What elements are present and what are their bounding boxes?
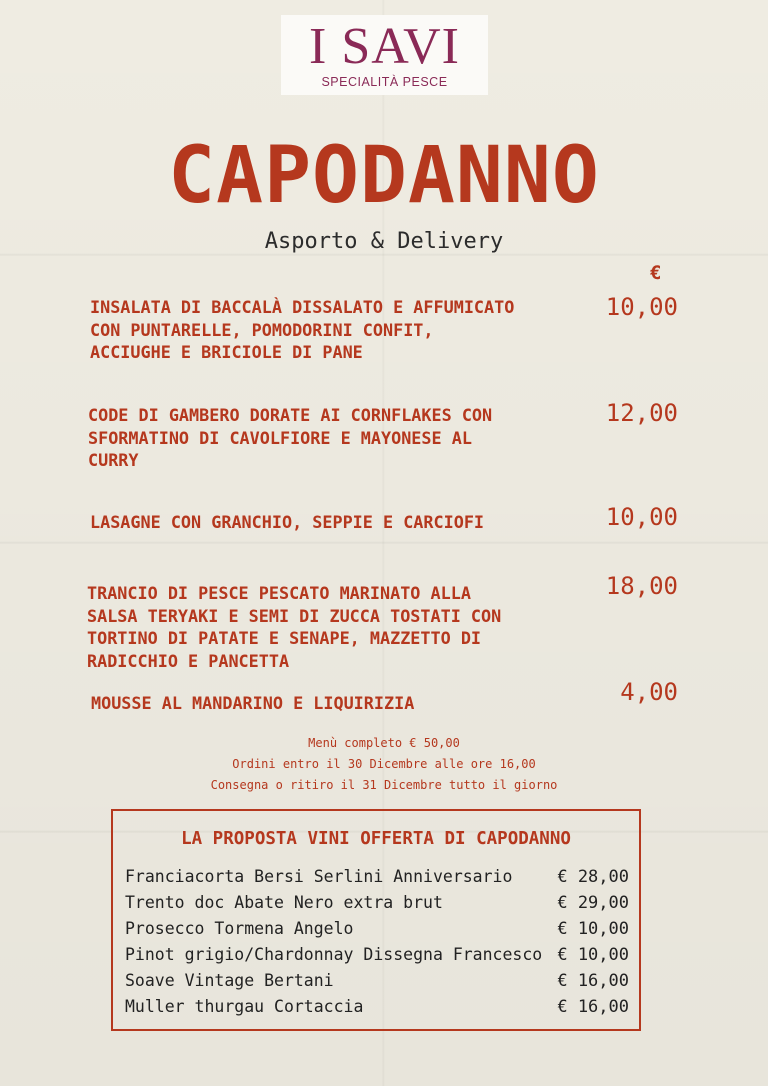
wine-price: € 10,00 (557, 945, 629, 965)
dish-price: 4,00 (620, 678, 678, 706)
wine-row (125, 890, 629, 916)
wine-name: Muller thurgau Cortaccia (125, 997, 364, 1016)
wine-price: € 16,00 (557, 971, 629, 991)
dish-price: 18,00 (605, 572, 678, 600)
wine-name: Soave Vintage Bertani (125, 971, 334, 990)
dish-item: CODE DI GAMBERO DORATE AI CORNFLAKES CON SFORMATINO DI CAVOLFIORE E MAYONESE AL CURRY (88, 405, 493, 470)
wine-price: € 16,00 (557, 997, 629, 1017)
currency-header: € (650, 262, 662, 284)
dish-item: LASAGNE CON GRANCHIO, SEPPIE E CARCIOFI (90, 512, 485, 532)
note-line: Consegna o ritiro il 31 Dicembre tutto il giorno (210, 778, 558, 792)
order-notes (0, 733, 768, 796)
note-line: Ordini entro il 30 Dicembre alle ore 16,00 (232, 757, 536, 771)
wine-name: Trento doc Abate Nero extra brut (125, 893, 443, 912)
dish-price: 12,00 (605, 399, 678, 427)
wine-price: € 28,00 (557, 867, 629, 887)
wine-price: € 10,00 (557, 919, 629, 939)
wine-name: Franciacorta Bersi Serlini Anniversario (125, 867, 513, 886)
wine-name: Pinot grigio/Chardonnay Dissegna Francesco (125, 945, 543, 964)
note-line: Menù completo € 50,00 (308, 736, 460, 750)
wine-offer-title: LA PROPOSTA VINI OFFERTA DI CAPODANNO (181, 829, 571, 849)
dish-item: TRANCIO DI PESCE PESCATO MARINATO ALLA SALSA TERYAKI E SEMI DI ZUCCA TOSTATI CON TORTINO DI PATATE E SENAPE, MAZZETTO DI RADICCHIO E PANCETTA (87, 583, 502, 671)
wine-row (125, 968, 629, 994)
logo (281, 15, 488, 95)
dish-price: 10,00 (605, 293, 678, 321)
logo-tagline: SPECIALITÀ PESCE (321, 75, 448, 89)
wine-row (125, 864, 629, 890)
dish-price: 10,00 (605, 503, 678, 531)
wine-name: Prosecco Tormena Angelo (125, 919, 354, 938)
wine-row (125, 916, 629, 942)
wine-row (125, 994, 629, 1020)
menu-title: CAPODANNO (168, 131, 600, 221)
wine-price: € 29,00 (557, 893, 629, 913)
dish-item: INSALATA DI BACCALÀ DISSALATO E AFFUMICATO CON PUNTARELLE, POMODORINI CONFIT, ACCIUGHE E BRICIOLE DI PANE (90, 297, 515, 362)
menu-subtitle: Asporto & Delivery (264, 229, 504, 254)
wine-offer-box (111, 809, 641, 1031)
wine-row (125, 942, 629, 968)
dish-item: MOUSSE AL MANDARINO E LIQUIRIZIA (91, 693, 415, 713)
logo-name: I SAVI (309, 18, 460, 75)
